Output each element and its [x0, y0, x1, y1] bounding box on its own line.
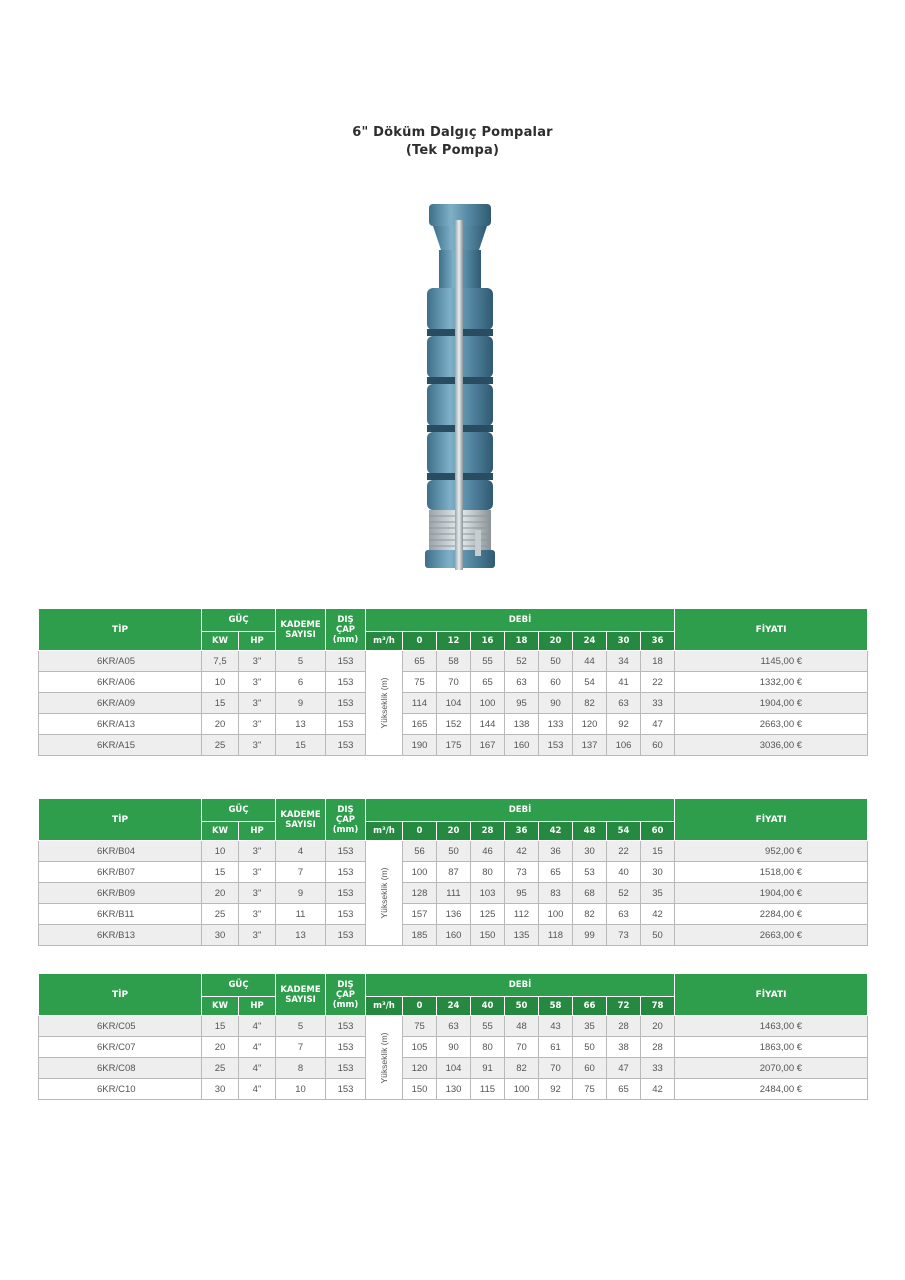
cell-head: 42	[641, 904, 675, 925]
cell-head: 55	[471, 651, 505, 672]
table-row	[39, 862, 868, 883]
table-row	[39, 693, 868, 714]
cell-hp: 3"	[239, 735, 276, 756]
cell-hp: 3"	[239, 651, 276, 672]
cell-head: 125	[471, 904, 505, 925]
header-kademe: KADEME SAYISI	[276, 974, 326, 1016]
title-line-2: (Tek Pompa)	[405, 143, 500, 158]
cell-kademe: 11	[276, 904, 326, 925]
cell-head: 80	[471, 1037, 505, 1058]
cell-cap: 153	[326, 735, 366, 756]
header-dis-cap: DIŞ ÇAP (mm)	[326, 609, 366, 651]
cell-kw: 25	[202, 735, 239, 756]
flow-header: 72	[607, 997, 641, 1016]
cell-head: 80	[471, 862, 505, 883]
cell-head: 135	[505, 925, 539, 946]
flow-header: 40	[471, 997, 505, 1016]
cell-head: 52	[607, 883, 641, 904]
cell-head: 61	[539, 1037, 573, 1058]
cell-head: 87	[437, 862, 471, 883]
cell-head: 100	[471, 693, 505, 714]
cell-tip: 6KR/B07	[39, 862, 202, 883]
yukseklik-label: Yükseklik (m)	[379, 867, 389, 919]
flow-header: 42	[539, 822, 573, 841]
cell-head: 50	[539, 651, 573, 672]
cell-tip: 6KR/C05	[39, 1016, 202, 1037]
flow-header: 20	[539, 632, 573, 651]
cell-head: 91	[471, 1058, 505, 1079]
cell-price: 1518,00 €	[675, 862, 868, 883]
cell-head: 136	[437, 904, 471, 925]
flow-header: 30	[607, 632, 641, 651]
cell-head: 92	[539, 1079, 573, 1100]
title-line-1: 6" Döküm Dalgıç Pompalar	[352, 125, 553, 140]
cell-head: 38	[607, 1037, 641, 1058]
cell-kw: 7,5	[202, 651, 239, 672]
page-title	[0, 124, 905, 160]
flow-header: 12	[437, 632, 471, 651]
table-row	[39, 735, 868, 756]
header-tip: TİP	[39, 609, 202, 651]
cell-head: 18	[641, 651, 675, 672]
cell-price: 3036,00 €	[675, 735, 868, 756]
header-kw: KW	[202, 822, 239, 841]
cell-head: 65	[471, 672, 505, 693]
cell-head: 73	[607, 925, 641, 946]
cell-head: 60	[641, 735, 675, 756]
cell-head: 28	[607, 1016, 641, 1037]
cell-head: 112	[505, 904, 539, 925]
cell-kademe: 9	[276, 693, 326, 714]
header-kw: KW	[202, 997, 239, 1016]
cell-head: 33	[641, 1058, 675, 1079]
cell-head: 65	[403, 651, 437, 672]
cell-head: 137	[573, 735, 607, 756]
cell-kademe: 15	[276, 735, 326, 756]
cell-head: 40	[607, 862, 641, 883]
header-fiyati: FİYATI	[675, 974, 868, 1016]
cell-head: 44	[573, 651, 607, 672]
cell-head: 106	[607, 735, 641, 756]
header-guc: GÜÇ	[202, 609, 276, 632]
cell-cap: 153	[326, 1016, 366, 1037]
header-kw: KW	[202, 632, 239, 651]
cell-hp: 3"	[239, 925, 276, 946]
flow-header: 60	[641, 822, 675, 841]
cell-head: 20	[641, 1016, 675, 1037]
table-row	[39, 925, 868, 946]
table-row	[39, 672, 868, 693]
header-dis-cap: DIŞ ÇAP (mm)	[326, 799, 366, 841]
header-guc: GÜÇ	[202, 974, 276, 997]
cell-head: 104	[437, 1058, 471, 1079]
flow-header: 28	[471, 822, 505, 841]
cell-kw: 15	[202, 862, 239, 883]
cell-hp: 4"	[239, 1079, 276, 1100]
cell-head: 190	[403, 735, 437, 756]
cell-head: 165	[403, 714, 437, 735]
header-debi: DEBİ	[366, 974, 675, 997]
cell-price: 1904,00 €	[675, 883, 868, 904]
flow-header: 50	[505, 997, 539, 1016]
cell-head: 60	[539, 672, 573, 693]
cell-head: 53	[573, 862, 607, 883]
cell-head: 75	[403, 672, 437, 693]
cell-head: 58	[437, 651, 471, 672]
cell-head: 70	[539, 1058, 573, 1079]
cell-price: 1863,00 €	[675, 1037, 868, 1058]
cell-head: 55	[471, 1016, 505, 1037]
cell-price: 1904,00 €	[675, 693, 868, 714]
cell-kademe: 6	[276, 672, 326, 693]
cell-head: 48	[505, 1016, 539, 1037]
table-row	[39, 1016, 868, 1037]
cell-hp: 4"	[239, 1016, 276, 1037]
cell-kw: 25	[202, 1058, 239, 1079]
cell-kademe: 4	[276, 841, 326, 862]
cell-head: 83	[539, 883, 573, 904]
cell-head: 82	[573, 904, 607, 925]
cell-head: 54	[573, 672, 607, 693]
flow-header: 24	[573, 632, 607, 651]
cell-head: 115	[471, 1079, 505, 1100]
table-row	[39, 904, 868, 925]
cell-head: 43	[539, 1016, 573, 1037]
cell-kademe: 8	[276, 1058, 326, 1079]
cell-head: 95	[505, 883, 539, 904]
table-row	[39, 841, 868, 862]
cell-head: 130	[437, 1079, 471, 1100]
cell-head: 120	[403, 1058, 437, 1079]
cell-hp: 4"	[239, 1058, 276, 1079]
yukseklik-label: Yükseklik (m)	[379, 1031, 389, 1084]
cell-kw: 10	[202, 672, 239, 693]
cell-kademe: 10	[276, 1079, 326, 1100]
cell-kademe: 13	[276, 714, 326, 735]
cell-hp: 3"	[239, 841, 276, 862]
cell-hp: 3"	[239, 883, 276, 904]
header-debi: DEBİ	[366, 799, 675, 822]
cell-price: 2663,00 €	[675, 714, 868, 735]
header-fiyati: FİYATI	[675, 609, 868, 651]
cell-head: 185	[403, 925, 437, 946]
cell-hp: 3"	[239, 714, 276, 735]
cell-tip: 6KR/B13	[39, 925, 202, 946]
cell-head: 50	[573, 1037, 607, 1058]
header-m3h: m³/h	[366, 822, 403, 841]
cell-head: 160	[505, 735, 539, 756]
cell-head: 104	[437, 693, 471, 714]
cell-kw: 20	[202, 883, 239, 904]
cell-hp: 3"	[239, 672, 276, 693]
header-tip: TİP	[39, 974, 202, 1016]
cell-tip: 6KR/C07	[39, 1037, 202, 1058]
cell-cap: 153	[326, 862, 366, 883]
cell-head: 46	[471, 841, 505, 862]
cell-price: 2284,00 €	[675, 904, 868, 925]
table-row	[39, 1037, 868, 1058]
cell-tip: 6KR/B11	[39, 904, 202, 925]
cell-tip: 6KR/A15	[39, 735, 202, 756]
cell-head: 60	[573, 1058, 607, 1079]
flow-header: 78	[641, 997, 675, 1016]
cell-cap: 153	[326, 651, 366, 672]
cell-head: 22	[641, 672, 675, 693]
cell-tip: 6KR/A05	[39, 651, 202, 672]
cell-head: 63	[505, 672, 539, 693]
cell-head: 65	[607, 1079, 641, 1100]
cell-price: 952,00 €	[675, 841, 868, 862]
flow-header: 54	[607, 822, 641, 841]
cell-head: 114	[403, 693, 437, 714]
cell-head: 42	[505, 841, 539, 862]
cell-head: 36	[539, 841, 573, 862]
cell-head: 30	[573, 841, 607, 862]
cell-head: 153	[539, 735, 573, 756]
cell-head: 138	[505, 714, 539, 735]
header-kademe: KADEME SAYISI	[276, 609, 326, 651]
cell-cap: 153	[326, 693, 366, 714]
flow-header: 0	[403, 997, 437, 1016]
cell-head: 105	[403, 1037, 437, 1058]
header-m3h: m³/h	[366, 632, 403, 651]
flow-header: 36	[641, 632, 675, 651]
pump-table-a	[38, 608, 868, 756]
cell-kademe: 9	[276, 883, 326, 904]
cell-tip: 6KR/A06	[39, 672, 202, 693]
cell-kademe: 5	[276, 651, 326, 672]
cell-head: 30	[641, 862, 675, 883]
cell-head: 157	[403, 904, 437, 925]
header-hp: HP	[239, 997, 276, 1016]
cell-head: 133	[539, 714, 573, 735]
cell-head: 63	[607, 904, 641, 925]
cell-tip: 6KR/B04	[39, 841, 202, 862]
cell-price: 2070,00 €	[675, 1058, 868, 1079]
cell-head: 95	[505, 693, 539, 714]
cell-head: 50	[437, 841, 471, 862]
cell-kw: 15	[202, 693, 239, 714]
pump-table-b	[38, 798, 868, 946]
cell-head: 65	[539, 862, 573, 883]
cell-price: 2484,00 €	[675, 1079, 868, 1100]
table-row	[39, 1058, 868, 1079]
header-hp: HP	[239, 632, 276, 651]
cell-head: 152	[437, 714, 471, 735]
cell-head: 75	[403, 1016, 437, 1037]
cell-head: 160	[437, 925, 471, 946]
cell-kw: 10	[202, 841, 239, 862]
pump-table-c	[38, 973, 868, 1100]
cell-head: 100	[403, 862, 437, 883]
cell-head: 144	[471, 714, 505, 735]
header-m3h: m³/h	[366, 997, 403, 1016]
yukseklik-label-cell	[366, 1016, 403, 1100]
table-row	[39, 714, 868, 735]
cell-head: 35	[641, 883, 675, 904]
cell-head: 22	[607, 841, 641, 862]
cell-head: 100	[539, 904, 573, 925]
header-hp: HP	[239, 822, 276, 841]
cell-cap: 153	[326, 1079, 366, 1100]
cell-kademe: 7	[276, 862, 326, 883]
cell-hp: 3"	[239, 904, 276, 925]
cell-head: 118	[539, 925, 573, 946]
cell-cap: 153	[326, 883, 366, 904]
cell-head: 15	[641, 841, 675, 862]
flow-header: 36	[505, 822, 539, 841]
cell-head: 90	[437, 1037, 471, 1058]
cell-price: 1145,00 €	[675, 651, 868, 672]
cell-head: 73	[505, 862, 539, 883]
yukseklik-label-cell	[366, 841, 403, 946]
flow-header: 66	[573, 997, 607, 1016]
cell-kademe: 5	[276, 1016, 326, 1037]
cell-head: 28	[641, 1037, 675, 1058]
cell-kademe: 7	[276, 1037, 326, 1058]
yukseklik-label: Yükseklik (m)	[379, 677, 389, 729]
cell-kw: 30	[202, 925, 239, 946]
cell-head: 35	[573, 1016, 607, 1037]
cell-head: 34	[607, 651, 641, 672]
cell-price: 1463,00 €	[675, 1016, 868, 1037]
flow-header: 20	[437, 822, 471, 841]
cell-hp: 4"	[239, 1037, 276, 1058]
flow-header: 24	[437, 997, 471, 1016]
cell-head: 103	[471, 883, 505, 904]
cell-head: 120	[573, 714, 607, 735]
cell-head: 68	[573, 883, 607, 904]
cell-head: 75	[573, 1079, 607, 1100]
cell-head: 47	[641, 714, 675, 735]
cell-cap: 153	[326, 1058, 366, 1079]
flow-header: 58	[539, 997, 573, 1016]
cell-cap: 153	[326, 714, 366, 735]
cell-head: 42	[641, 1079, 675, 1100]
cell-head: 90	[539, 693, 573, 714]
flow-header: 18	[505, 632, 539, 651]
cell-tip: 6KR/A13	[39, 714, 202, 735]
cell-head: 150	[471, 925, 505, 946]
table-row	[39, 1079, 868, 1100]
cell-head: 92	[607, 714, 641, 735]
cell-head: 70	[505, 1037, 539, 1058]
cell-kw: 20	[202, 714, 239, 735]
header-kademe: KADEME SAYISI	[276, 799, 326, 841]
cell-head: 167	[471, 735, 505, 756]
table-row	[39, 651, 868, 672]
cell-hp: 3"	[239, 862, 276, 883]
cell-head: 100	[505, 1079, 539, 1100]
cell-head: 47	[607, 1058, 641, 1079]
header-guc: GÜÇ	[202, 799, 276, 822]
yukseklik-label-cell	[366, 651, 403, 756]
cell-head: 56	[403, 841, 437, 862]
header-debi: DEBİ	[366, 609, 675, 632]
cell-hp: 3"	[239, 693, 276, 714]
cell-tip: 6KR/C10	[39, 1079, 202, 1100]
header-fiyati: FİYATI	[675, 799, 868, 841]
cell-head: 175	[437, 735, 471, 756]
pump-image	[415, 200, 505, 580]
flow-header: 48	[573, 822, 607, 841]
cell-tip: 6KR/A09	[39, 693, 202, 714]
cell-head: 33	[641, 693, 675, 714]
cell-cap: 153	[326, 925, 366, 946]
cell-cap: 153	[326, 841, 366, 862]
cell-cap: 153	[326, 1037, 366, 1058]
cell-head: 150	[403, 1079, 437, 1100]
header-tip: TİP	[39, 799, 202, 841]
flow-header: 0	[403, 632, 437, 651]
cell-head: 50	[641, 925, 675, 946]
cell-kw: 20	[202, 1037, 239, 1058]
cell-head: 82	[505, 1058, 539, 1079]
cell-tip: 6KR/B09	[39, 883, 202, 904]
cell-kw: 25	[202, 904, 239, 925]
table-row	[39, 883, 868, 904]
cell-cap: 153	[326, 904, 366, 925]
cell-price: 2663,00 €	[675, 925, 868, 946]
cell-head: 63	[437, 1016, 471, 1037]
cell-head: 41	[607, 672, 641, 693]
cell-tip: 6KR/C08	[39, 1058, 202, 1079]
cell-head: 128	[403, 883, 437, 904]
cell-head: 99	[573, 925, 607, 946]
flow-header: 0	[403, 822, 437, 841]
cell-head: 70	[437, 672, 471, 693]
cell-kademe: 13	[276, 925, 326, 946]
cell-cap: 153	[326, 672, 366, 693]
cell-head: 82	[573, 693, 607, 714]
cell-kw: 30	[202, 1079, 239, 1100]
cell-head: 111	[437, 883, 471, 904]
cell-head: 63	[607, 693, 641, 714]
cell-price: 1332,00 €	[675, 672, 868, 693]
cell-kw: 15	[202, 1016, 239, 1037]
flow-header: 16	[471, 632, 505, 651]
cell-head: 52	[505, 651, 539, 672]
header-dis-cap: DIŞ ÇAP (mm)	[326, 974, 366, 1016]
